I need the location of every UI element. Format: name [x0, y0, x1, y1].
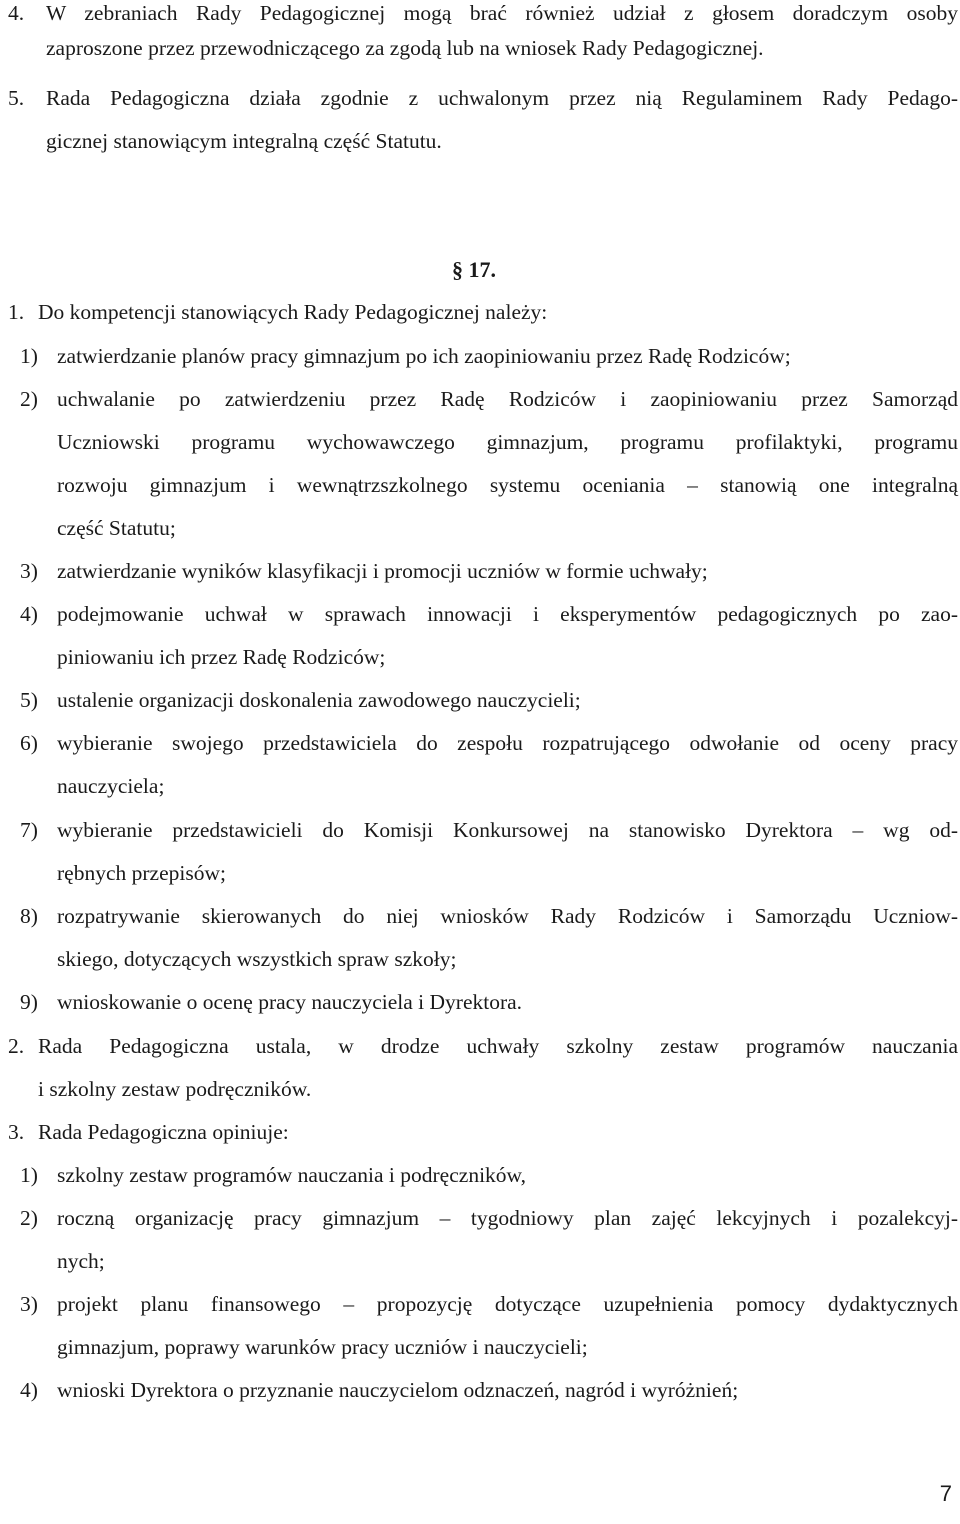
subitem-number: 6)	[20, 731, 38, 755]
subitem-number: 2)	[20, 1206, 38, 1230]
subitem-number: 3)	[20, 559, 38, 583]
subitem-text-line: wybieranie swojego przedstawiciela do zespołu rozpatrującego odwołanie od oceny pracy	[57, 731, 958, 755]
item-text-line: W zebraniach Rady Pedagogicznej mogą brać również udział z głosem doradczym osoby	[46, 1, 958, 25]
item-text-line: Rada Pedagogiczna ustala, w drodze uchwały szkolny zestaw programów nauczania	[38, 1034, 958, 1058]
item-intro: Rada Pedagogiczna opiniuje:	[38, 1120, 289, 1144]
item-intro: Do kompetencji stanowiących Rady Pedagogicznej należy:	[38, 300, 548, 324]
subitem-text-line: podejmowanie uchwał w sprawach innowacji i eksperymentów pedagogicznych po zao-	[57, 602, 958, 626]
subitem-text-line: projekt planu finansowego – propozycję dotyczące uzupełnienia pomocy dydaktycznych	[57, 1292, 958, 1316]
item-number: 4.	[8, 1, 25, 25]
subitem-text-line: rozpatrywanie skierowanych do niej wniosków Rady Rodziców i Samorządu Uczniow-	[57, 904, 958, 928]
subitem-text-line: część Statutu;	[57, 516, 176, 540]
page-number: 7	[939, 1481, 952, 1506]
item-text-line: gicznej stanowiącym integralną część Statutu.	[46, 129, 442, 153]
subitem-number: 5)	[20, 688, 38, 712]
subitem-text-line: wybieranie przedstawicieli do Komisji Konkursowej na stanowisko Dyrektora – wg od-	[57, 818, 958, 842]
item-number: 5.	[8, 86, 25, 110]
subitem-number: 4)	[20, 1378, 38, 1402]
subitem-text-line: rębnych przepisów;	[57, 861, 226, 885]
item-number: 1.	[8, 300, 25, 324]
subitem-number: 9)	[20, 990, 38, 1014]
subitem-text-line: wnioski Dyrektora o przyznanie nauczycielom odznaczeń, nagród i wyróżnień;	[57, 1378, 739, 1402]
section-heading: § 17.	[452, 257, 496, 282]
subitem-text-line: uchwalanie po zatwierdzeniu przez Radę Rodziców i zaopiniowaniu przez Samorząd	[57, 387, 958, 411]
subitem-text-line: skiego, dotyczących wszystkich spraw szkoły;	[57, 947, 457, 971]
subitem-text-line: ustalenie organizacji doskonalenia zawodowego nauczycieli;	[57, 688, 581, 712]
subitem-text-line: zatwierdzanie planów pracy gimnazjum po ich zaopiniowaniu przez Radę Rodziców;	[57, 344, 791, 368]
subitem-text-line: nych;	[57, 1249, 105, 1273]
subitem-text-line: wnioskowanie o ocenę pracy nauczyciela i Dyrektora.	[57, 990, 523, 1014]
subitem-text-line: rozwoju gimnazjum i wewnątrzszkolnego systemu oceniania – stanowią one integralną	[57, 473, 958, 497]
item-text-line: zaproszone przez przewodniczącego za zgodą lub na wniosek Rady Pedagogicznej.	[46, 36, 764, 60]
subitem-number: 1)	[20, 344, 38, 368]
item-text-line: Rada Pedagogiczna działa zgodnie z uchwalonym przez nią Regulaminem Rady Pedago-	[46, 86, 958, 110]
subitem-number: 7)	[20, 818, 38, 842]
subitem-number: 4)	[20, 602, 38, 626]
subitem-text-line: piniowaniu ich przez Radę Rodziców;	[57, 645, 386, 669]
subitem-text-line: Uczniowski programu wychowawczego gimnazjum, programu profilaktyki, programu	[57, 430, 958, 454]
item-text-line: i szkolny zestaw podręczników.	[38, 1077, 312, 1101]
subitem-text-line: nauczyciela;	[57, 774, 165, 798]
subitem-text-line: gimnazjum, poprawy warunków pracy uczniów i nauczycieli;	[57, 1335, 588, 1359]
subitem-number: 3)	[20, 1292, 38, 1316]
subitem-number: 1)	[20, 1163, 38, 1187]
subitem-text-line: roczną organizację pracy gimnazjum – tygodniowy plan zajęć lekcyjnych i pozalekcyj-	[57, 1206, 958, 1230]
subitem-text-line: zatwierdzanie wyników klasyfikacji i promocji uczniów w formie uchwały;	[57, 559, 708, 583]
subitem-text-line: szkolny zestaw programów nauczania i podręczników,	[57, 1163, 527, 1187]
item-number: 2.	[8, 1034, 25, 1058]
item-number: 3.	[8, 1120, 25, 1144]
subitem-number: 2)	[20, 387, 38, 411]
subitem-number: 8)	[20, 904, 38, 928]
